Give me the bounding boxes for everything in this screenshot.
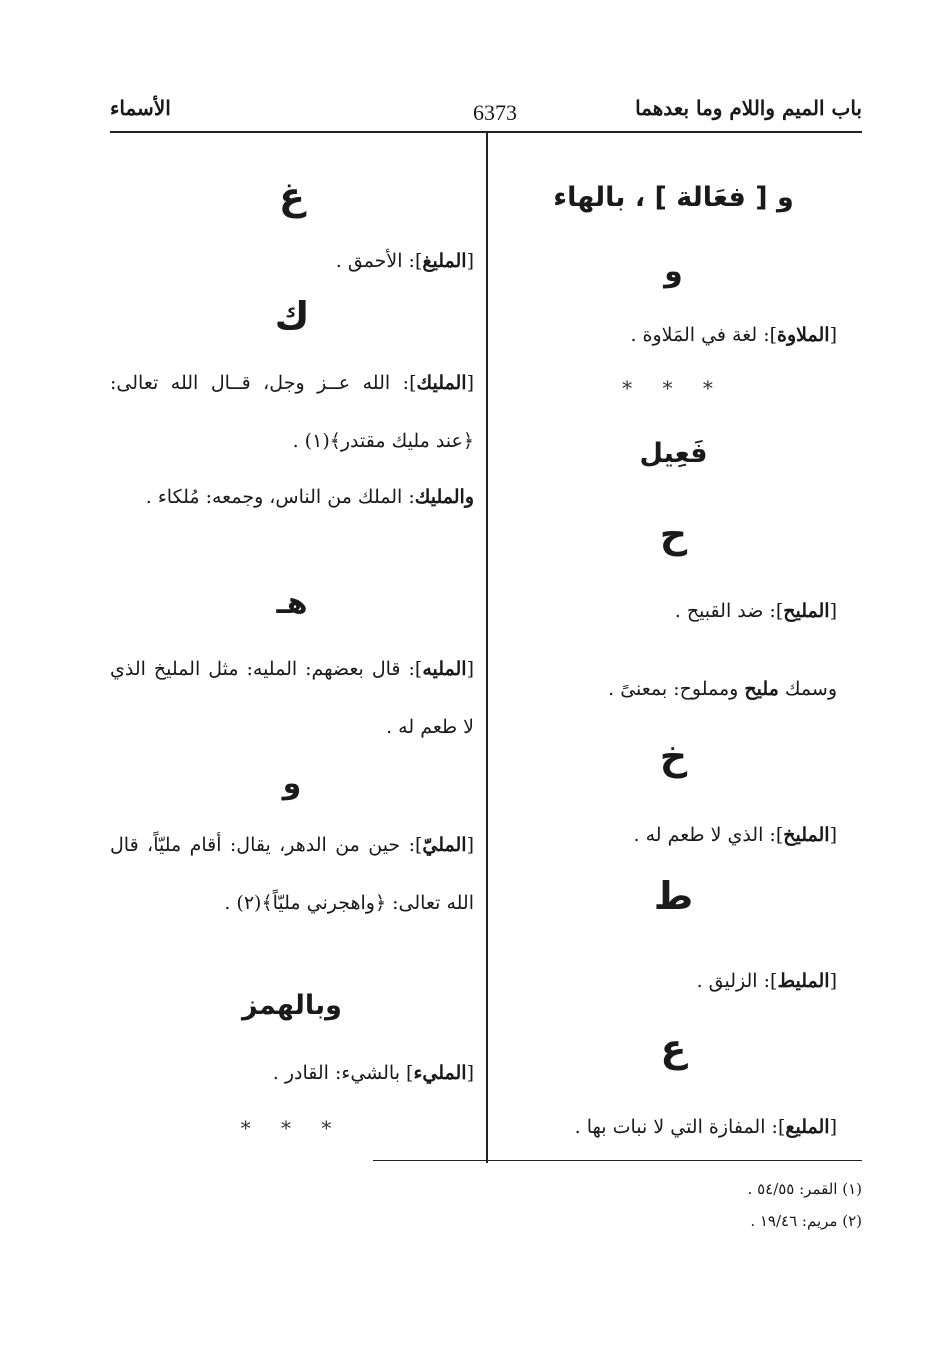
entry-word: المليّ xyxy=(422,834,467,856)
entry-definition: : ضد القبيح . xyxy=(674,600,776,622)
entry-maleeh2: [المليه]: قال بعضهم: المليه: مثل المليخ الذي لا طعم له . xyxy=(110,658,474,738)
entry-definition: : المفازة التي لا نبات بها . xyxy=(574,1116,778,1138)
entry-maleeh: [المليح]: ضد القبيح . xyxy=(674,600,837,622)
pattern-heading-faala: و [ فعَالة ] ، بالهاء xyxy=(553,182,794,213)
entry-word: والمليك xyxy=(414,486,474,508)
letter-heading-ghain: غ xyxy=(279,174,305,218)
text-span: وسمك xyxy=(778,678,837,700)
letter-heading-waw2: و xyxy=(282,766,302,801)
text-span: ومملوح: بمعنىً . xyxy=(608,678,745,700)
entry-maleet: [المليط]: الزليق . xyxy=(696,970,837,992)
entry-word: المليح xyxy=(783,600,830,622)
entry-definition: : الأحمق . xyxy=(335,250,415,272)
entry-word: مليح xyxy=(744,678,779,700)
entry-word: المليط xyxy=(777,970,830,992)
entry-word: المليع xyxy=(785,1116,830,1138)
entry-definition: : حين من الدهر، يقال: أقام مليّاً، قال الله تعالى: ﴿واهجرني مليّاً﴾(٢) . xyxy=(110,834,474,914)
entry-word: الملاوة xyxy=(777,324,830,346)
entry-word: المليه xyxy=(422,658,467,680)
entry-word: المليك xyxy=(416,372,467,394)
column-divider xyxy=(486,133,488,1163)
letter-heading-ta: ط xyxy=(653,874,694,918)
letter-heading-waw: و xyxy=(664,254,683,289)
pattern-heading-faeel: فَعِيل xyxy=(639,438,708,469)
entry-word: المليء xyxy=(413,1062,467,1084)
header-section-title: باب الميم واللام وما بعدهما xyxy=(635,96,862,120)
footnote-1: (١) القمر: ٥٤/٥٥ . xyxy=(747,1180,862,1198)
section-separator-stars: * * * xyxy=(240,1116,344,1140)
entry-maleea: [المليع]: المفازة التي لا نبات بها . xyxy=(574,1116,837,1138)
page-number: 6373 xyxy=(473,100,517,125)
letter-heading-ha: ح xyxy=(659,512,688,556)
entry-definition: : لغة في المَلاوة . xyxy=(630,324,770,346)
letter-heading-kaf: ك xyxy=(274,294,310,338)
letter-heading-kha: خ xyxy=(659,734,688,778)
entry-definition: بالشيء: القادر . xyxy=(272,1062,407,1084)
letter-heading-ain: ع xyxy=(660,1026,687,1070)
hamz-heading: وبالهمز xyxy=(242,990,342,1021)
header-book-title: الأسماء xyxy=(110,96,171,120)
entry-maleegh: [المليغ]: الأحمق . xyxy=(335,250,474,272)
section-separator-stars: * * * xyxy=(622,376,725,400)
entry-maleek-plural xyxy=(110,468,474,526)
entry-definition: : الله عــز وجل، قــال الله تعالى: ﴿عند مليك مقتدر﴾(١) . xyxy=(110,372,474,452)
entry-maleekh: [المليخ]: الذي لا طعم له . xyxy=(633,824,837,846)
entry-definition: : الذي لا طعم له . xyxy=(633,824,776,846)
entry-samak xyxy=(510,660,837,718)
letter-heading-ha2: هـ xyxy=(276,586,308,621)
entry-definition: : الملك من الناس، وجمعه: مُلكاء . xyxy=(145,486,415,508)
entry-definition: : قال بعضهم: المليه: مثل المليخ الذي لا طعم له . xyxy=(110,658,474,738)
entry-word: المليغ xyxy=(422,250,467,272)
entry-maleea2: [المليء] بالشيء: القادر . xyxy=(272,1062,474,1084)
entry-malee: [المليّ]: حين من الدهر، يقال: أقام مليّاً، قال الله تعالى: ﴿واهجرني مليّاً﴾(٢) . xyxy=(110,834,474,914)
entry-maleek: [المليك]: الله عــز وجل، قــال الله تعالى: ﴿عند مليك مقتدر﴾(١) . xyxy=(110,372,474,452)
footnote-rule xyxy=(373,1160,862,1161)
entry-definition: : الزليق . xyxy=(696,970,771,992)
entry-malawa: [الملاوة]: لغة في المَلاوة . xyxy=(630,324,837,346)
footnote-2: (٢) مريم: ١٩/٤٦ . xyxy=(750,1212,862,1230)
entry-word: المليخ xyxy=(783,824,830,846)
